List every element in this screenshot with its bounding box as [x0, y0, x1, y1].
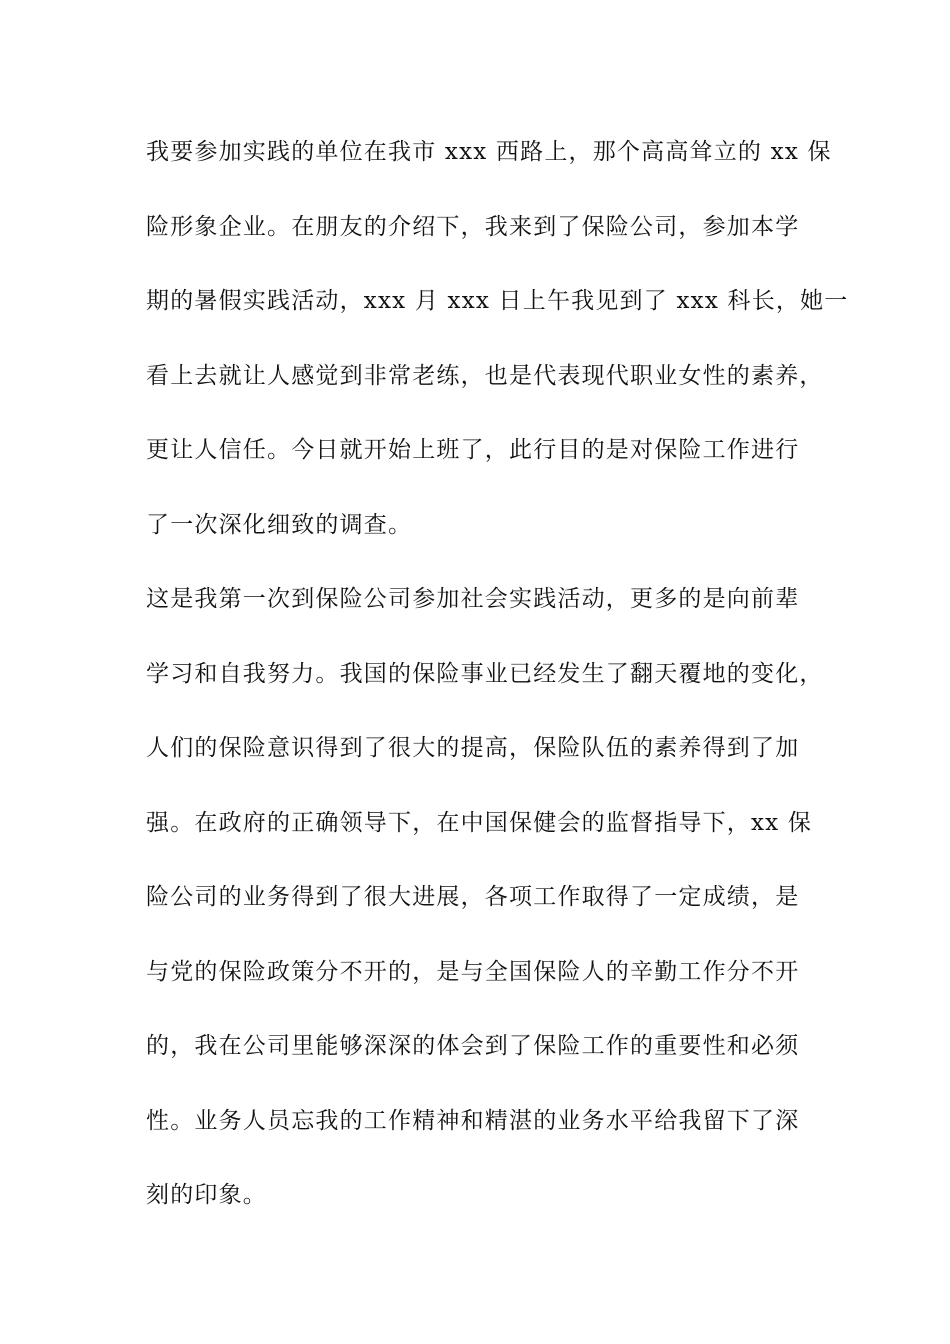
text-line: 期的暑假实践活动，xxx 月 xxx 日上午我见到了 xxx 科长，她一	[146, 288, 849, 314]
text-line: 强。在政府的正确领导下，在中国保健会的监督指导下，xx 保	[146, 809, 813, 836]
text-line: 与党的保险政策分不开的，是与全国保险人的辛勤工作分不开	[146, 958, 800, 985]
text-line: 看上去就让人感觉到非常老练，也是代表现代职业女性的素养，	[146, 362, 824, 389]
text-line: 更让人信任。今日就开始上班了，此行目的是对保险工作进行	[146, 437, 800, 463]
text-line: 这是我第一次到保险公司参加社会实践活动，更多的是向前辈	[146, 586, 800, 612]
text-line: 险形象企业。在朋友的介绍下，我来到了保险公司，参加本学	[146, 213, 800, 240]
text-line: 学习和自我努力。我国的保险事业已经发生了翻天覆地的变化，	[146, 660, 824, 687]
text-line: 刻的印象。	[146, 1182, 267, 1208]
document-body	[146, 132, 849, 1250]
text-line: 性。业务人员忘我的工作精神和精湛的业务水平给我留下了深	[146, 1107, 800, 1134]
text-line: 了一次深化细致的调查。	[146, 511, 413, 538]
text-line: 人们的保险意识得到了很大的提高，保险队伍的素养得到了加	[146, 735, 800, 761]
text-line: 我要参加实践的单位在我市 xxx 西路上，那个高高耸立的 xx 保	[146, 139, 832, 165]
text-line: 险公司的业务得到了很大进展，各项工作取得了一定成绩，是	[146, 884, 800, 910]
text-line: 的，我在公司里能够深深的体会到了保险工作的重要性和必须	[146, 1033, 800, 1059]
